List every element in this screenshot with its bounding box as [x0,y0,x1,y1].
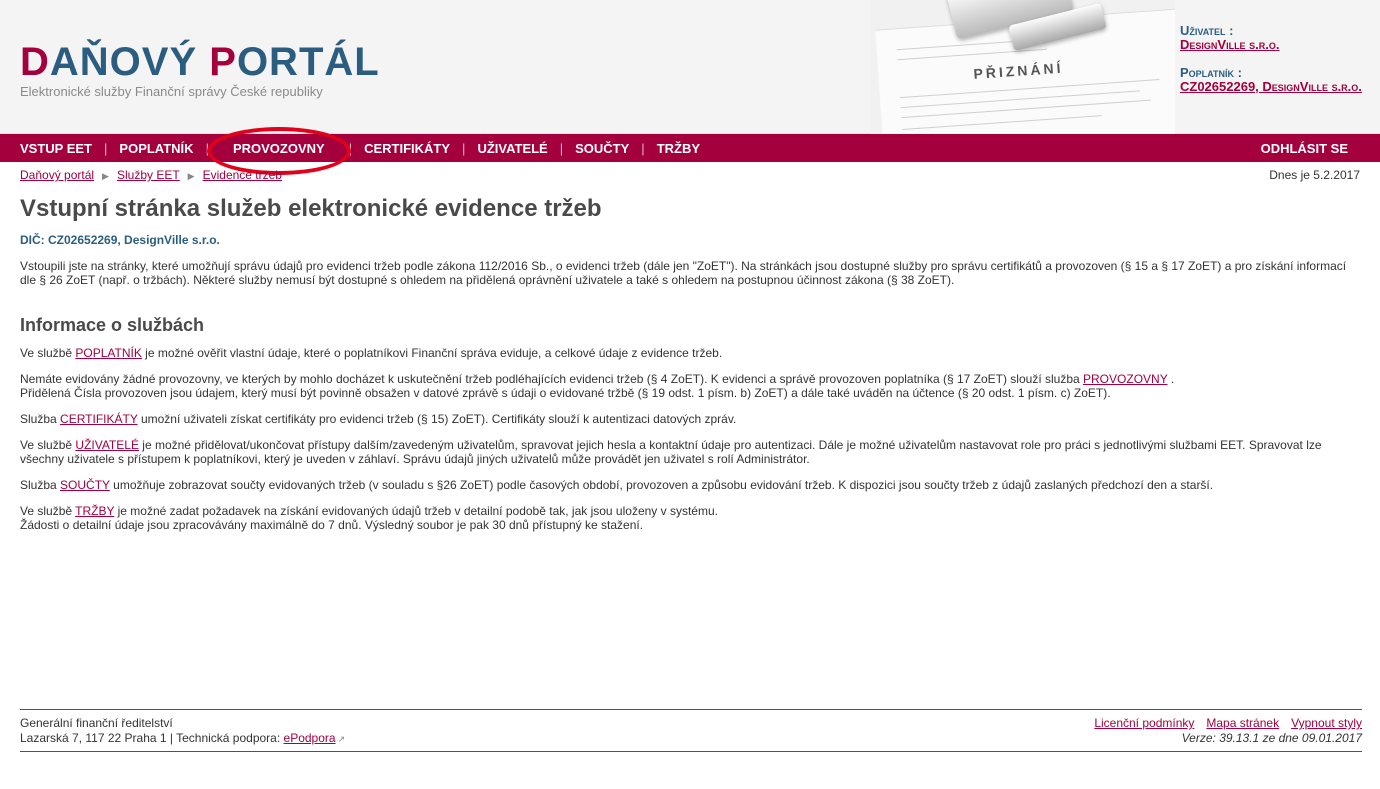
service-uzivatele-info: Ve službě UŽIVATELÉ je možné přidělovat/ukončovat přístupy dalším/zavedeným uživatelům, spravovat jejich hesla a kontaktní údaje pro autentizaci. Dále je možné uživatelům nastavovat role pro práci s jednotlivými službami EET. Spravovat lze všechny uživatele s přístupem k poplatníkovi, který je uveden v záhlaví. Správu údajů jiných uživatelů může provádět jen uživatel s rolí Administrátor. [20,438,1322,466]
taxpayer-id: DIČ: CZ02652269, DesignVille s.r.o. [20,233,220,247]
breadcrumb-evidence-trzeb[interactable]: Evidence tržeb [202,168,282,182]
breadcrumb-sluzby-eet[interactable]: Služby EET [116,168,180,182]
nav-item-trzby[interactable]: TRŽBY [656,140,701,156]
user-info [1180,24,1362,108]
nav-item-vstup-eet[interactable]: VSTUP EET [20,140,93,156]
logo[interactable] [20,42,380,99]
payer-label: Poplatník : [1180,65,1242,80]
footer-links [1082,716,1362,746]
service-trzby-info: Ve službě TRŽBY je možné zadat požadavek na získání evidovaných údajů tržeb v detailní podobě tak, jak jsou uloženy v systému. Žádosti o detailní údaje jsou zpracovávány maximálně do 7 dnů. Výsledný soubor je pak 30 dnů přístupný ke stažení. [20,504,718,532]
sitemap-link[interactable]: Mapa stránek [1206,716,1280,730]
footer-contact [20,716,345,747]
license-link[interactable]: Licenční podmínky [1094,716,1195,730]
breadcrumb-arrow-icon: ▶ [102,171,109,181]
page-title: Vstupní stránka služeb elektronické evidence tržeb [20,195,602,222]
today-date: Dnes je 5.2.2017 [1269,168,1360,182]
nav-item-soucty[interactable]: SOUČTY [575,140,630,156]
user-label: Uživatel : [1180,23,1234,38]
main-content [20,195,1360,544]
service-provozovny-info: Nemáte evidovány žádné provozovny, ve kterých by mohlo docházet k uskutečnění tržeb podléhajících evidenci tržeb (§ 4 ZoET). K evidenci a správě provozoven poplatníka (§ 17 ZoET) slouží služba PROVOZOVNY . Přidělená Čísla provozoven jsou údajem, který musí být povinně obsažen v datové zprávě s údaji o evidované tržbě (§ 19 odst. 1 písm. b) ZoET) a dále také uváděn na účtence (§ 20 odst. 1 písm. c) ZoET). [20,372,1175,400]
nav-separator: | [462,140,466,156]
epodpora-link[interactable]: ePodpora [283,731,336,745]
service-poplatnik-info: Ve službě POPLATNÍK je možné ověřit vlastní údaje, které o poplatníkovi Finanční správa eviduje, a celkové údaje z evidence tržeb. [20,346,723,360]
page-footer [20,709,1362,752]
breadcrumb-arrow-icon: ▶ [187,171,195,181]
service-certifikaty-info: Služba CERTIFIKÁTY umožní uživateli získat certifikáty pro evidenci tržeb (§ 15) ZoET). Certifikáty slouží k autentizaci datových zpráv. [20,412,737,426]
main-nav [0,134,1380,162]
external-link-icon: ↗ [337,734,346,744]
logo-letter-d: D [20,40,50,84]
link-trzby[interactable]: TRŽBY [75,504,115,518]
nav-separator: | [104,140,108,156]
footer-org: Generální finanční ředitelství [20,716,173,730]
version-info: Verze: 39.13.1 ze dne 09.01.2017 [1181,731,1362,745]
nav-item-certifikaty[interactable]: CERTIFIKÁTY [364,140,451,156]
tax-form-title: PŘIZNÁNÍ [972,59,1064,82]
nav-separator: | [348,140,353,156]
logo-letter-p: P [209,40,237,84]
disable-styles-link[interactable]: Vypnout styly [1291,716,1362,730]
breadcrumb [20,168,282,182]
payer-link[interactable]: CZ02652269, DesignVille s.r.o. [1180,79,1362,94]
link-soucty[interactable]: SOUČTY [60,478,110,492]
link-provozovny[interactable]: PROVOZOVNY [1083,372,1168,386]
nav-separator: | [205,140,209,156]
header-illustration [870,0,1175,134]
nav-item-uzivatele[interactable]: UŽIVATELÉ [477,140,548,156]
logo-title [20,42,380,82]
link-uzivatele[interactable]: UŽIVATELÉ [75,438,139,452]
page-header [0,0,1380,134]
footer-address: Lazarská 7, 117 22 Praha 1 | Technická podpora: ePodpora ↗ [20,731,346,745]
nav-item-poplatnik[interactable]: POPLATNÍK [119,140,194,156]
nav-separator: | [641,140,645,156]
intro-text: Vstoupili jste na stránky, které umožňují správu údajů pro evidenci tržeb podle zákona 112/2016 Sb., o evidenci tržeb (dále jen "ZoET"). Na stránkách jsou dostupné služby pro správu certifikátů a provozoven (§ 15 a § 17 ZoET) a pro získání informací dle § 26 ZoET (např. o tržbách). Některé služby nemusí být dostupné s ohledem na přidělená oprávnění uživatele a také s ohledem na postupnou účinnost zákona (§ 38 ZoET). [20,259,1347,287]
logo-subtitle: Elektronické služby Finanční správy České republiky [20,84,323,99]
user-link[interactable]: DesignVille s.r.o. [1180,37,1280,52]
logo-text-1: AŇOVÝ [49,40,210,84]
breadcrumb-danovy-portal[interactable]: Daňový portál [20,168,95,182]
logo-text-2: ORTÁL [236,40,380,84]
link-certifikaty[interactable]: CERTIFIKÁTY [60,412,138,426]
nav-item-provozovny[interactable]: PROVOZOVNY [221,141,337,156]
nav-separator: | [559,140,564,156]
logout-button[interactable]: ODHLÁSIT SE [1260,141,1348,156]
info-heading: Informace o službách [20,315,205,335]
link-poplatnik[interactable]: POPLATNÍK [75,346,142,360]
service-soucty-info: Služba SOUČTY umožňuje zobrazovat součty evidovaných tržeb (v souladu s §26 ZoET) podle časových období, provozoven a způsobu evidování tržeb. K dispozici jsou součty tržeb z údajů zaslaných předchozí den a starší. [20,478,1214,492]
